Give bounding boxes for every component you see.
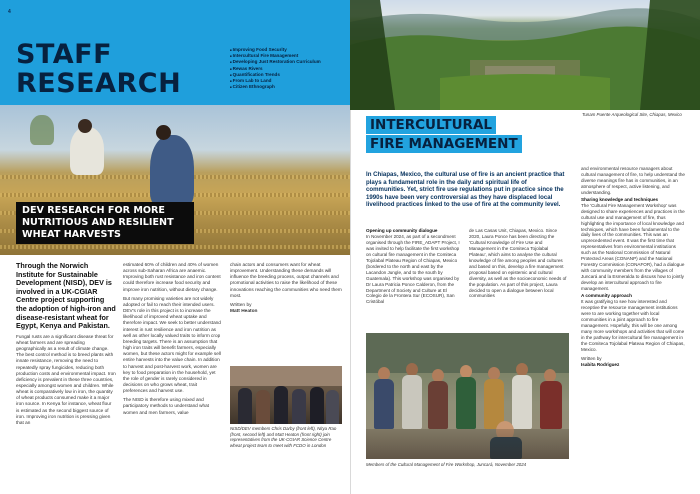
headline-line: NUTRITIOUS AND RESILIENT [22, 217, 174, 228]
section-title-line1: STAFF [16, 39, 113, 70]
wheat-article-col1 [16, 262, 116, 429]
contents-item: ■ Citizen Ethnograph [230, 84, 321, 90]
right-page [350, 0, 700, 494]
fire-article-col2 [469, 228, 567, 299]
landscape-illustration [350, 0, 700, 110]
page-number: 4 [8, 9, 11, 15]
fcdo-meeting-photo [230, 366, 342, 424]
title-line: INTERCULTURAL [366, 116, 496, 134]
contents-item: ■ Rewas Rivers [230, 66, 321, 72]
staff-research-header [0, 0, 350, 105]
article-paragraph: The 'Cultural Fire Management Workshop' was designed to share experiences and practices in the cultural use and management of fire, thus highlighting the importance of local knowledge and techniques, which have been fundamental to the daily lives of the communities. This was an unprecedented event. It was the first time that representatives from environmental institutions such as the National Commission of Natural Protected Areas (CONANP) and the National Forestry Commission (CONAFOR), had a dialogue with community members from the villages of Juncará and la Esmeralda to discuss how to jointly develop an intercultural approach to fire management. [581, 202, 685, 292]
article-paragraph: Fungal rusts are a significant disease threat for wheat farmers and are spreading geographically as a result of climate change. The best control method is to breed plants with innate resistance, removing the need to repeatedly spray fungicides, reducing both production costs and environmental impact. Iron deficiency is prevalent in these three countries, especially amongst women and children. While wheat is comparatively low in iron, the quantity of wheat products consumed make it a major iron source. In Kenya for instance, wheat flour is estimated as the second biggest source of iron. Improving iron nutrition is pressing given that an [16, 333, 116, 425]
fcdo-photo-caption: NISD/DEV members Chris Darby (front left), Nitya Rao (front, second left) and Matt Heaton (front right) join representatives from the UK-CGIAR Science Centre wheat project team to meet with FCDO in London [230, 426, 337, 448]
contents-item: ■ Quantification Trends [230, 72, 321, 78]
fire-article-col3 [581, 166, 686, 367]
article-paragraph: chain actors and consumers want for wheat improvement. Understanding these demands will influence the breeding process, output channels and promotional activities to raise the likelihood of these innovations reaching the communities who need them most. [230, 262, 342, 298]
contents-item: ■ From Lab to Land [230, 78, 321, 84]
article-paragraph: It was gratifying to see how interested and receptive the resource management institutions were to are working together with local communities in a joint approach to fire management. Hopefully, this will be one among many more workshops and activities that will come in the pathway for intercultural fire management in the Comiteca Tojolabal Plateau Region of Chiapas, Mexico. [581, 298, 685, 352]
article-paragraph: estimated 60% of children and 40% of women across sub-Saharan Africa are anaemic. Improving both rust resistance and iron content could therefore increase food security and improve iron nutrition, without dietary change. [123, 262, 221, 292]
headline-line: DEV RESEARCH FOR MORE [22, 205, 165, 216]
fire-article-intro: In Chiapas, Mexico, the cultural use of fire is an ancient practice that plays a fundamental role in the daily and spiritual life of communities. Yet, strict fire use regulations put in practice since the 1990s have been very controversial as they have displaced local livelihood practices linked to the use of fire at the community level. [366, 171, 565, 208]
article-paragraph: But many promising varieties are not widely adopted or fail to reach their intended users. DEV's role in this project is to increase the likelihood of improved wheat uptake and therefore impact. We seek to better understand interest in rust resilience and iron nutrition as well as other locally valued traits to inform crop breeding targets. There is an assumption that high iron traits will benefit farmers, especially women, but these actors might for example sell entire harvests into the value chain. In addition to harvest and post-harvest work, women are key to food preparation in the household, yet the role of gender is rarely considered in decisions on who grows wheat, trait preferences and harvest use. [123, 295, 221, 394]
subheading: Opening up community dialogue [366, 228, 438, 233]
article-paragraph: de Las Casas Unit, Chiapas, Mexico. Since 2020, Laura Ponce has been directing the 'Cultural Knowledge of Fire Use and Management in the Comiteca Tojolabal Plateau', which aims to analyse the cultural knowledge of fire among peoples and cultures and based on this, develop a fire management proposal based on epistemic and cultural diversity, as well as the socioeconomic needs of the population. As part of this project, Laura decided to open a dialogue between local communities [469, 228, 567, 299]
wheat-article-col3 [230, 262, 342, 315]
wheat-article-headline [16, 202, 194, 244]
byline-name: Matt Heaton [230, 309, 258, 315]
section-title [16, 40, 181, 98]
byline-label: Written by [581, 355, 602, 361]
article-lead: Through the Norwich Institute for Sustainable Development (NISD), DEV is involved in a UK-CGIAR Centre project supporting the adoption of high-iron and disease-resistant wheat for Egypt, Kenya and Pakistan. [16, 261, 116, 331]
contents-item: ■ Developing Just Restoration Curriculum [230, 59, 321, 65]
article-paragraph: and environmental resource managers about cultural management of fire, to help understand the diverse meanings fire has in communities, in an atmosphere of respect, active listening, and understanding. [581, 166, 685, 195]
headline-line: WHEAT HARVESTS [22, 229, 121, 240]
contents-item: ■ Intercultural Fire Management [230, 53, 321, 59]
site-photo-caption: Tunam Puente Arqueological Site, Chiapas, Mexico [582, 112, 682, 117]
byline-name: Isabita Rodriguez [581, 361, 620, 367]
article-paragraph: The NISD is therefore using mixed and participatory methods to understand what women and men farmers, value [123, 397, 209, 415]
workshop-group-photo [366, 333, 569, 459]
workshop-photo-caption: Members of the Cultural Management of Fire Workshop, Juncará, November 2024 [366, 462, 527, 467]
contents-item: ■ Improving Food Security [230, 47, 321, 53]
title-line: FIRE MANAGEMENT [366, 135, 522, 153]
subheading: A community approach [581, 293, 632, 299]
byline-label: Written by [230, 302, 252, 308]
fire-article-title [366, 116, 522, 154]
subheading: Sharing knowledge and techniques [581, 196, 659, 202]
wheat-article-col2 [123, 262, 223, 419]
section-title-line2: RESEARCH [16, 68, 182, 99]
contents-list [230, 47, 321, 90]
archaeological-site-photo [350, 0, 700, 110]
article-paragraph: In November 2024, as part of a secondment organised through the FIRE_ADAPT Project, I was invited to help facilitate the first workshop on cultural fire management in the Comiteca Tojolabal Plateau Region of Chiapas, Mexico (bordered to the north and east by the Lacandon Jungle, and to the south by Guatemala). This workshop was organised by Dr Laura Patricia Ponce Calderon, from the Department of Society and Culture at El Colegio de la Frontera Sur (ECOSUR), San Cristóbal [366, 233, 460, 305]
fire-article-col1 [366, 228, 462, 305]
